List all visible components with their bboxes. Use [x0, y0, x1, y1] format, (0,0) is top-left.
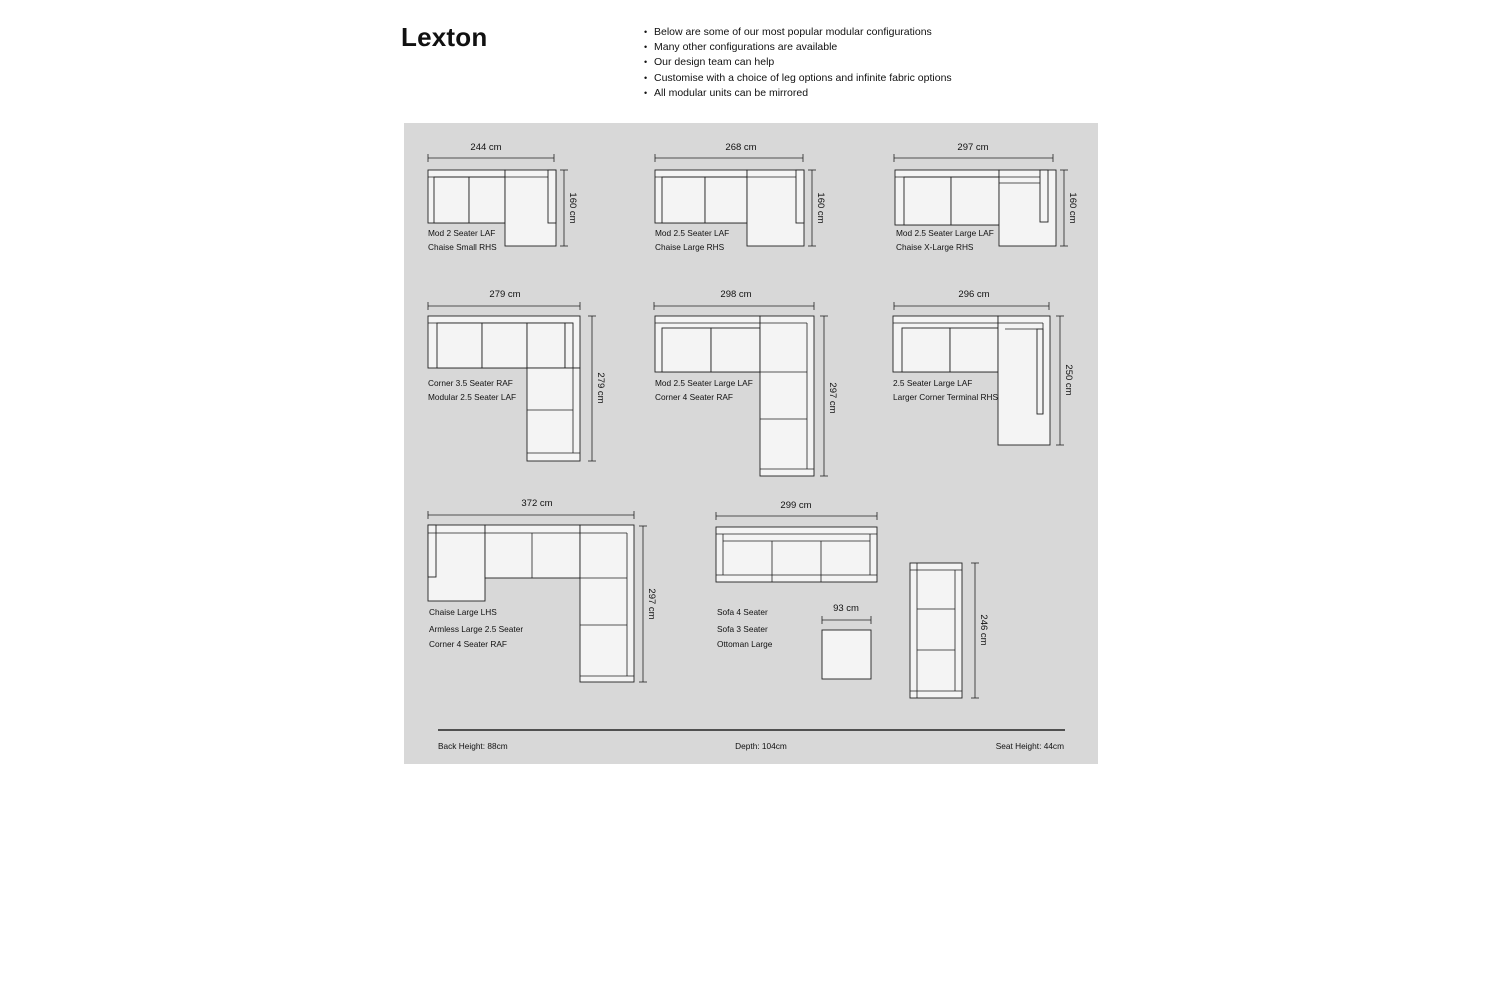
config-1-height: 160 cm — [567, 192, 578, 224]
config-2-label: Chaise Large RHS — [655, 242, 725, 252]
config-8-label: Sofa 4 Seater — [717, 607, 768, 617]
config-4-width: 279 cm — [489, 289, 521, 300]
config-7-label: Chaise Large LHS — [429, 607, 497, 617]
info-bullet: • Many other configurations are available — [644, 40, 952, 55]
config-5-width: 298 cm — [720, 289, 752, 300]
config-6-width: 296 cm — [958, 289, 990, 300]
config-4-drawing — [428, 289, 606, 461]
info-bullet: • Our design team can help — [644, 55, 952, 70]
config-7-width: 372 cm — [521, 498, 553, 509]
config-6-label: 2.5 Seater Large LAF — [893, 378, 973, 388]
config-1-drawing — [428, 142, 578, 252]
config-7-label: Armless Large 2.5 Seater — [429, 624, 524, 634]
config-1-width: 244 cm — [470, 142, 502, 153]
configurations-panel — [404, 123, 1098, 764]
config-4-label: Modular 2.5 Seater LAF — [428, 392, 517, 402]
config-3-height: 160 cm — [1067, 192, 1078, 224]
config-6-label: Larger Corner Terminal RHS — [893, 392, 998, 402]
config-4-label: Corner 3.5 Seater RAF — [428, 378, 513, 388]
info-bullet-list — [644, 25, 952, 101]
back-height-spec: Back Height: 88cm — [438, 741, 508, 751]
info-bullet: • All modular units can be mirrored — [644, 86, 952, 101]
config-8-label: Ottoman Large — [717, 639, 773, 649]
config-2-drawing — [655, 142, 826, 252]
config-8-width: 299 cm — [780, 500, 812, 511]
config-8-drawing — [716, 500, 989, 698]
config-2-width: 268 cm — [725, 142, 757, 153]
config-2-height: 160 cm — [815, 192, 826, 224]
config-2-label: Mod 2.5 Seater LAF — [655, 228, 730, 238]
configurations-diagram — [404, 123, 1098, 764]
config-6-height: 250 cm — [1063, 364, 1074, 396]
depth-spec: Depth: 104cm — [735, 741, 787, 751]
config-1-label: Chaise Small RHS — [428, 242, 497, 252]
ottoman-width: 93 cm — [833, 603, 859, 614]
config-7-label: Corner 4 Seater RAF — [429, 639, 507, 649]
config-1-label: Mod 2 Seater LAF — [428, 228, 496, 238]
config-8-height: 246 cm — [978, 614, 989, 646]
config-3-label: Mod 2.5 Seater Large LAF — [896, 228, 994, 238]
seat-height-spec: Seat Height: 44cm — [995, 741, 1064, 751]
config-5-label: Corner 4 Seater RAF — [655, 392, 733, 402]
config-5-height: 297 cm — [827, 382, 838, 414]
info-bullet: • Customise with a choice of leg options and infinite fabric options — [644, 71, 952, 86]
config-8-label: Sofa 3 Seater — [717, 624, 768, 634]
info-bullet: • Below are some of our most popular modular configurations — [644, 25, 952, 40]
config-5-label: Mod 2.5 Seater Large LAF — [655, 378, 753, 388]
page-title: Lexton — [401, 22, 488, 52]
config-7-drawing — [428, 498, 657, 682]
config-3-label: Chaise X-Large RHS — [896, 242, 974, 252]
config-4-height: 279 cm — [595, 372, 606, 404]
config-6-drawing — [893, 289, 1074, 445]
config-5-drawing — [654, 289, 838, 476]
config-3-drawing — [894, 142, 1078, 252]
ottoman-drawing — [822, 630, 871, 679]
config-3-width: 297 cm — [957, 142, 989, 153]
config-7-height: 297 cm — [646, 588, 657, 620]
